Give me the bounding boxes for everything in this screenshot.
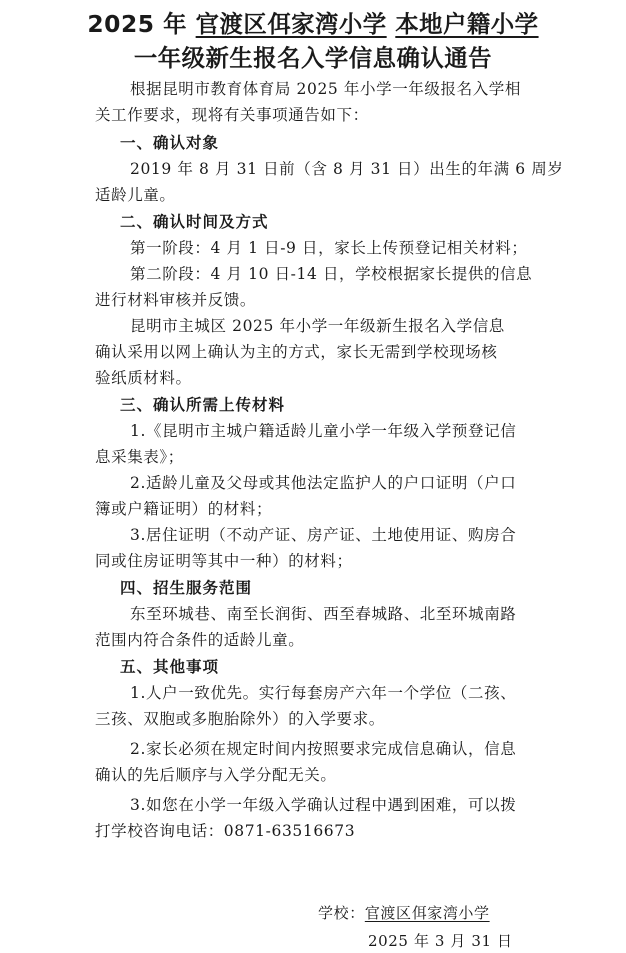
- section-2-line-3: 进行材料审核并反馈。: [95, 291, 257, 309]
- section-3-line-1: 1.《昆明市主城户籍适龄儿童小学一年级入学预登记信: [130, 422, 517, 440]
- title-year: 2025 年: [87, 10, 187, 38]
- signature-label: 学校：: [318, 904, 365, 922]
- section-5-line-4: 确认的先后顺序与入学分配无关。: [95, 766, 337, 784]
- section-4-line-1: 东至环城巷、南至长润街、西至春城路、北至环城南路: [130, 605, 517, 623]
- section-5-line-6: 打学校咨询电话：0871-63516673: [95, 822, 356, 840]
- intro-line-1: 根据昆明市教育体育局 2025 年小学一年级报名入学相: [130, 80, 522, 98]
- section-3-line-6: 同或住房证明等其中一种）的材料；: [95, 552, 353, 570]
- section-5-line-2: 三孩、双胞或多胞胎除外）的入学要求。: [95, 710, 385, 728]
- section-2-line-4: 昆明市主城区 2025 年小学一年级新生报名入学信息: [130, 317, 505, 335]
- notice-title-line2: 一年级新生报名入学信息确认通告: [133, 44, 493, 72]
- section-4-heading: 四、招生服务范围: [120, 579, 253, 597]
- section-2-line-5: 确认采用以网上确认为主的方式，家长无需到学校现场核: [95, 343, 498, 361]
- section-5-line-5: 3.如您在小学一年级入学确认过程中遇到困难，可以拨: [130, 796, 517, 814]
- title-suffix: 本地户籍小学: [395, 10, 539, 38]
- section-3-line-5: 3.居住证明（不动产证、房产证、土地使用证、购房合: [130, 526, 517, 544]
- section-2-line-6: 验纸质材料。: [95, 369, 192, 387]
- signature-school: [318, 901, 490, 925]
- section-5-heading: 五、其他事项: [120, 658, 220, 676]
- section-3-line-3: 2.适龄儿童及父母或其他法定监护人的户口证明（户口: [130, 474, 517, 492]
- section-4-line-2: 范围内符合条件的适龄儿童。: [95, 631, 305, 649]
- section-3-heading: 三、确认所需上传材料: [120, 396, 286, 414]
- section-1-line-1: 2019 年 8 月 31 日前（含 8 月 31 日）出生的年满 6 周岁: [130, 160, 564, 178]
- signature-date: 2025 年 3 月 31 日: [368, 932, 513, 950]
- intro-line-2: 关工作要求，现将有关事项通告如下：: [95, 106, 369, 124]
- section-2-heading: 二、确认时间及方式: [120, 213, 269, 231]
- signature-school-name: 官渡区佴家湾小学: [364, 904, 490, 922]
- section-5-line-1: 1.人户一致优先。实行每套房产六年一个学位（二孩、: [130, 684, 517, 702]
- section-3-line-4: 簿或户籍证明）的材料；: [95, 500, 273, 518]
- section-1-line-2: 适龄儿童。: [95, 186, 176, 204]
- section-5-line-3: 2.家长必须在规定时间内按照要求完成信息确认，信息: [130, 740, 517, 758]
- notice-title-line1: [0, 8, 626, 40]
- section-1-heading: 一、确认对象: [120, 134, 220, 152]
- title-school-name: 官渡区佴家湾小学: [195, 10, 387, 38]
- section-2-line-2: 第二阶段：4 月 10 日-14 日，学校根据家长提供的信息: [130, 265, 533, 283]
- section-2-line-1: 第一阶段：4 月 1 日-9 日，家长上传预登记相关材料；: [130, 239, 528, 257]
- section-3-line-2: 息采集表》；: [95, 448, 184, 466]
